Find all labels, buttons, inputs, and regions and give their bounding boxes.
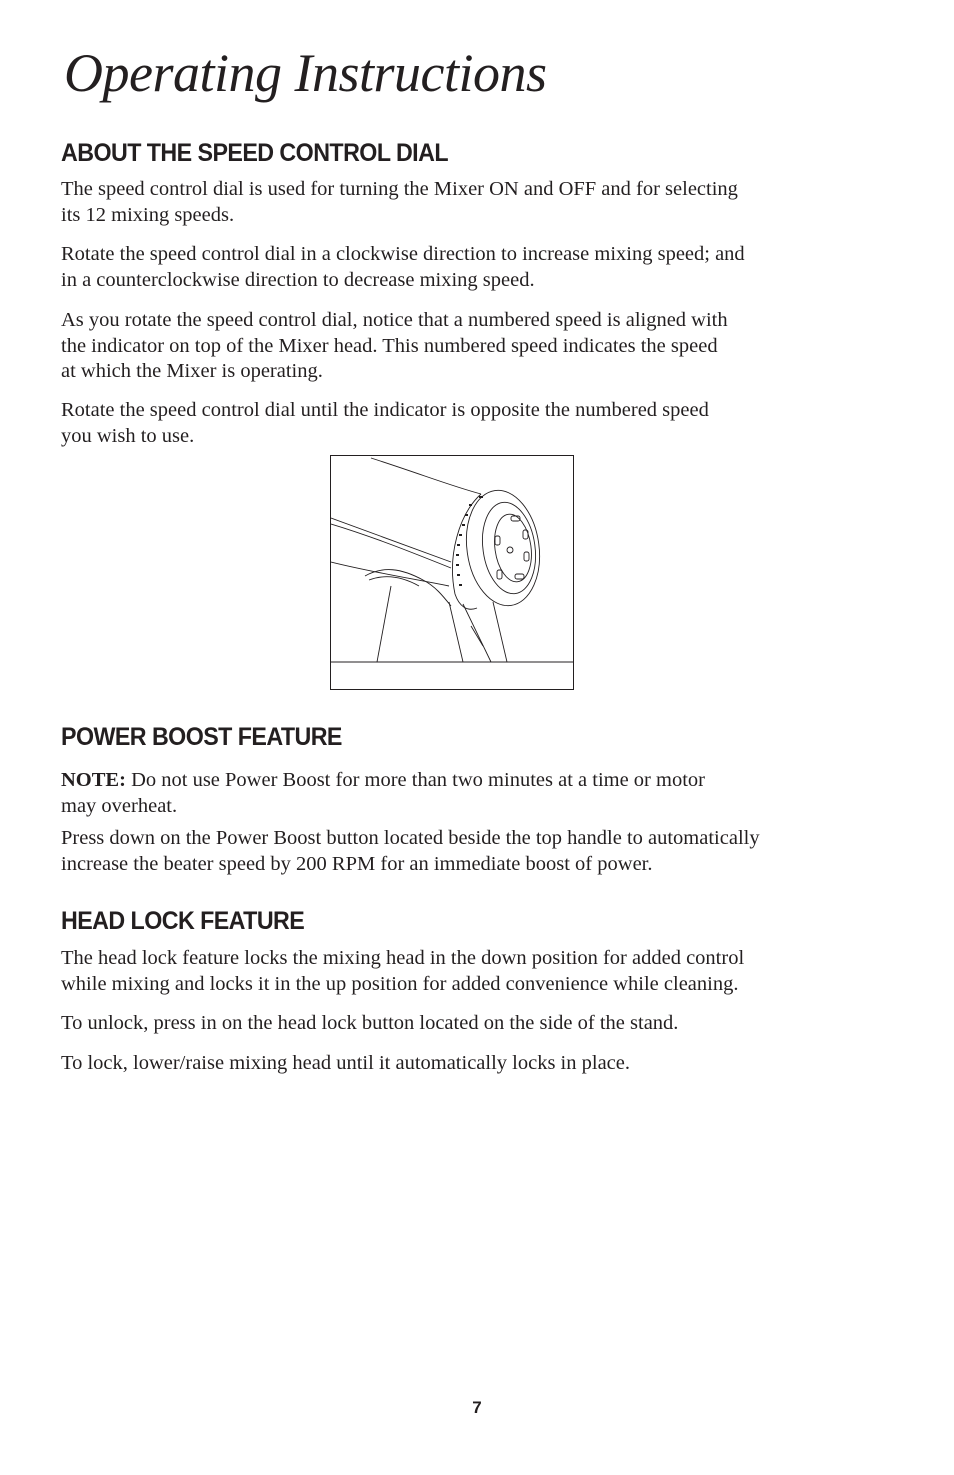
- power-boost-paragraph-1: [61, 826, 891, 877]
- head-lock-paragraph-1: [61, 946, 891, 997]
- text-line: Rotate the speed control dial until the indicator is opposite the numbered speed: [61, 399, 709, 421]
- power-boost-heading: POWER BOOST FEATURE: [61, 723, 342, 751]
- head-lock-paragraph-3: [61, 1051, 891, 1077]
- text-line: its 12 mixing speeds.: [61, 203, 235, 226]
- text-line: Press down on the Power Boost button located beside the top handle to automatically: [61, 827, 760, 849]
- speed-dial-heading: ABOUT THE SPEED CONTROL DIAL: [61, 139, 448, 167]
- text-line: [61, 768, 891, 794]
- head-lock-heading: HEAD LOCK FEATURE: [61, 907, 305, 935]
- text-line: The speed control dial is used for turning the Mixer ON and OFF and for selecting: [61, 178, 738, 200]
- head-lock-paragraph-2: [61, 1011, 891, 1037]
- text-line: As you rotate the speed control dial, notice that a numbered speed is aligned with: [61, 309, 728, 331]
- note-text: Do not use Power Boost for more than two minutes at a time or motor: [125, 769, 705, 791]
- text-line: The head lock feature locks the mixing head in the down position for added control: [61, 947, 745, 969]
- text-line: may overheat.: [61, 794, 178, 817]
- text-line: the indicator on top of the Mixer head. This numbered speed indicates the speed: [61, 334, 718, 357]
- page-title: Operating Instructions: [64, 43, 547, 103]
- power-boost-note: [61, 768, 891, 819]
- mixer-dial-illustration: [330, 455, 574, 690]
- page-number: 7: [472, 1398, 482, 1417]
- speed-dial-paragraph-3: [61, 308, 891, 385]
- mixer-head-drawing: [331, 456, 573, 689]
- speed-dial-paragraph-4: [61, 398, 891, 449]
- speed-dial-paragraph-2: [61, 242, 891, 293]
- speed-dial-paragraph-1: [61, 177, 891, 228]
- text-line: increase the beater speed by 200 RPM for an immediate boost of power.: [61, 852, 653, 875]
- text-line: while mixing and locks it in the up position for added convenience while cleaning.: [61, 972, 739, 995]
- text-line: To lock, lower/raise mixing head until it automatically locks in place.: [61, 1052, 630, 1074]
- note-label: NOTE:: [61, 769, 126, 791]
- text-line: Rotate the speed control dial in a clockwise direction to increase mixing speed; and: [61, 243, 745, 265]
- text-line: To unlock, press in on the head lock button located on the side of the stand.: [61, 1012, 679, 1034]
- text-line: in a counterclockwise direction to decrease mixing speed.: [61, 268, 535, 291]
- text-line: you wish to use.: [61, 424, 195, 447]
- text-line: at which the Mixer is operating.: [61, 360, 323, 382]
